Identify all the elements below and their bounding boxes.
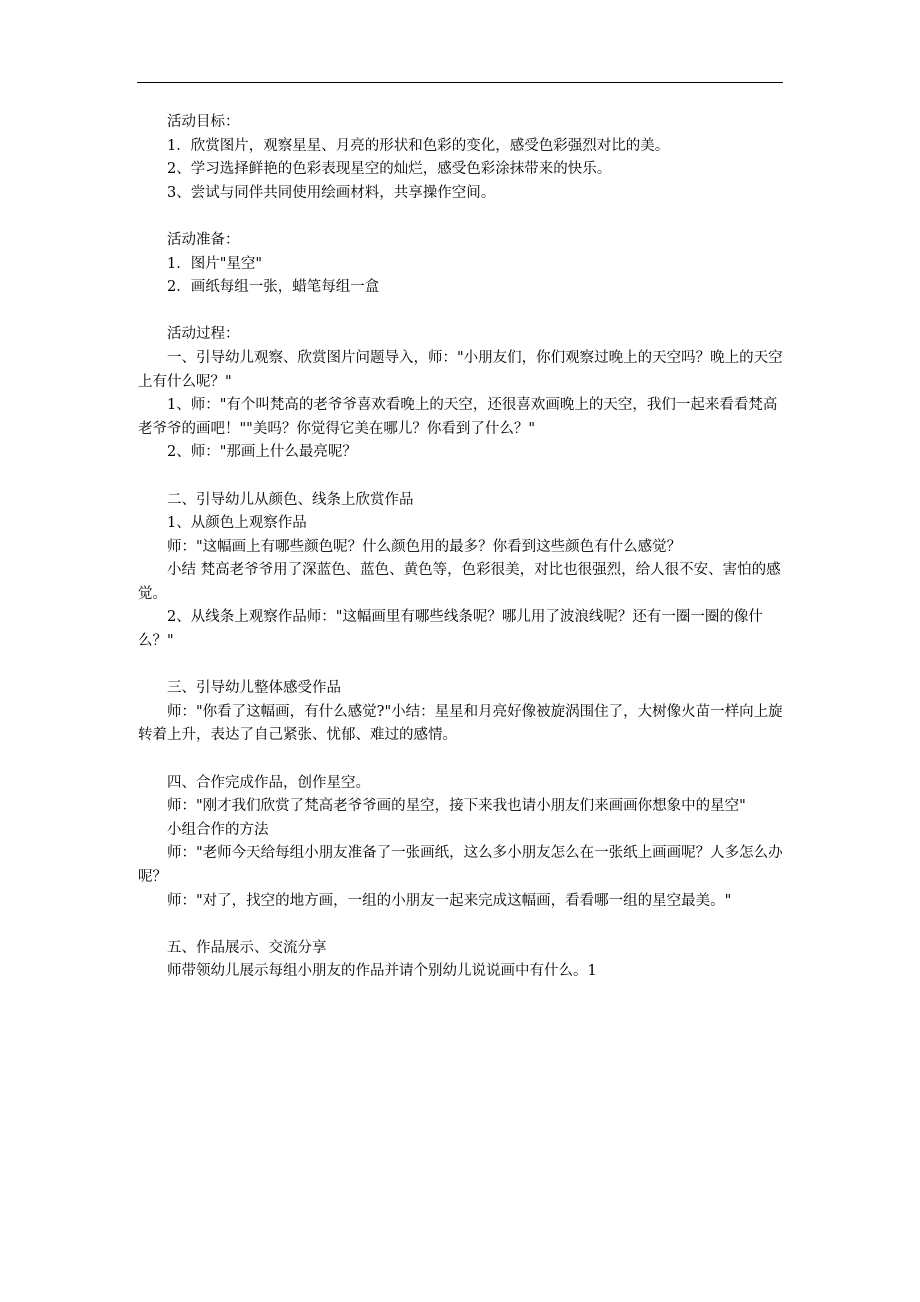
paragraph: 师带领幼儿展示每组小朋友的作品并请个别幼儿说说画中有什么。1 (167, 963, 597, 980)
paragraph: 师："你看了这幅画，有什么感觉?"小结：星星和月亮好像被旋涡围住了，大树像火苗一样向上旋转着上升，表达了自己紧张、忧郁、难过的感情。 (138, 703, 783, 744)
paragraph: 活动过程： (167, 326, 240, 343)
paragraph-gap (138, 205, 784, 229)
paragraph: 二、引导幼儿从颜色、线条上欣赏作品 (167, 491, 414, 508)
paragraph: 活动准备： (167, 231, 240, 248)
paragraph: 小组合作的方法 (167, 821, 269, 838)
paragraph: 3、尝试与同伴共同使用绘画材料，共享操作空间。 (167, 184, 496, 201)
paragraph: 小结 梵高老爷爷用了深蓝色、蓝色、黄色等，色彩很美，对比也很强烈，给人很不安、害怕的感觉。 (138, 562, 781, 602)
paragraph: 四、合作完成作品，创作星空。 (167, 774, 370, 791)
document-body (138, 111, 784, 984)
paragraph: 活动目标： (167, 114, 240, 130)
paragraph-gap (138, 748, 784, 772)
paragraph: 2、师："那画上什么最亮呢？ (167, 444, 357, 461)
paragraph-gap (138, 300, 784, 324)
paragraph-gap (138, 465, 784, 489)
paragraph: 1、从颜色上观察作品 (167, 515, 307, 532)
paragraph: 师："老师今天给每组小朋友准备了一张画纸，这么多小朋友怎么在一张纸上画画呢？人多怎么办呢？ (138, 845, 783, 885)
paragraph: 1．欣赏图片，观察星星、月亮的形状和色彩的变化，感受色彩强烈对比的美。 (167, 137, 670, 154)
paragraph: 2．画纸每组一张，蜡笔每组一盒 (167, 279, 380, 296)
paragraph: 1、师："有个叫梵高的老爷爷喜欢看晚上的天空，还很喜欢画晚上的天空，我们一起来看看梵高老爷爷的画吧！""美吗？你觉得它美在哪儿？你看到了什么？" (138, 397, 778, 437)
paragraph: 1．图片"星空" (167, 255, 263, 272)
paragraph: 师："对了，找空的地方画，一组的小朋友一起来完成这幅画，看看哪一组的星空最美。" (167, 892, 732, 909)
paragraph: 师："这幅画上有哪些颜色呢？什么颜色用的最多？你看到这些颜色有什么感觉？ (167, 538, 682, 555)
paragraph-gap (138, 654, 784, 678)
paragraph: 三、引导幼儿整体感受作品 (167, 680, 341, 697)
paragraph: 一、引导幼儿观察、欣赏图片问题导入，师："小朋友们，你们观察过晚上的天空吗？晚上的天空上有什么呢？" (138, 349, 783, 390)
paragraph: 师："刚才我们欣赏了梵高老爷爷画的星空，接下来我也请小朋友们来画画你想象中的星空" (167, 798, 746, 815)
paragraph: 2、学习选择鲜艳的色彩表现星空的灿烂，感受色彩涂抹带来的快乐。 (167, 161, 612, 178)
paragraph: 五、作品展示、交流分享 (167, 939, 327, 956)
paragraph: 2、从线条上观察作品师："这幅画里有哪些线条呢？哪儿用了波浪线呢？还有一圈一圈的像什么？" (138, 609, 763, 650)
header-rule (137, 82, 783, 83)
paragraph-gap (138, 913, 784, 937)
